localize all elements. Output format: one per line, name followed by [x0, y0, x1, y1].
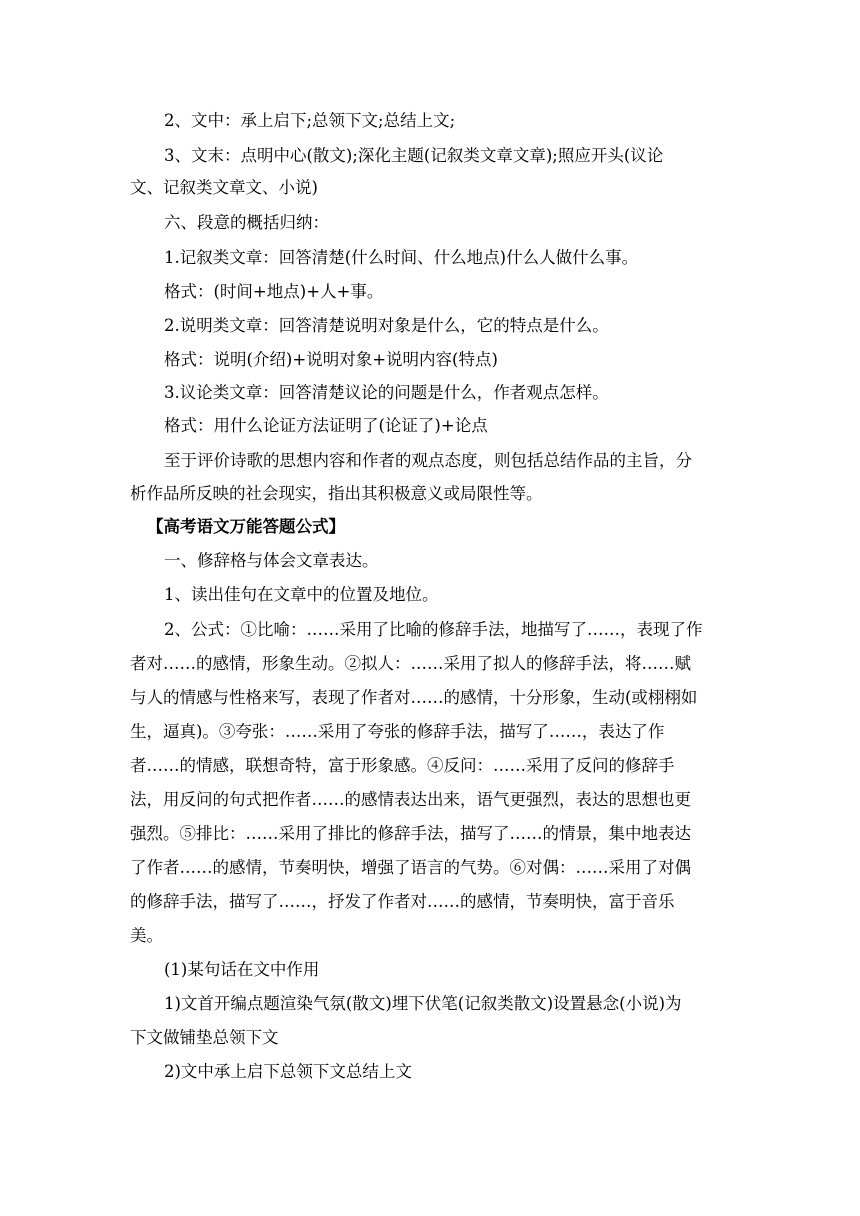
text-line: 生，逼真)。③夸张：……采用了夸张的修辞手法，描写了……，表达了作: [130, 722, 665, 741]
section-heading: 六、段意的概括归纳：: [164, 213, 329, 232]
text-line: 至于评价诗歌的思想内容和作者的观点态度，则包括总结作品的主旨，分: [164, 451, 692, 470]
text-line: 格式：说明(介绍)+说明对象+说明内容(特点): [164, 350, 498, 369]
text-line: 文、记叙类文章文、小说): [130, 178, 318, 197]
text-line: 2)文中承上启下总领下文总结上文: [164, 1062, 412, 1081]
text-line: 析作品所反映的社会现实，指出其积极意义或局限性等。: [130, 484, 543, 503]
text-line: 3、文末：点明中心(散文);深化主题(记叙类文章文章);照应开头(议论: [164, 146, 664, 165]
text-line: 的修辞手法，描写了……，抒发了作者对……的感情，节奏明快，富于音乐: [130, 892, 675, 911]
text-line: 了作者……的感情，节奏明快，增强了语言的气势。⑥对偶：……采用了对偶: [130, 858, 691, 877]
text-line: 法，用反问的句式把作者……的感情表达出来，语气更强烈，表达的思想也更: [130, 790, 691, 809]
text-line: 格式：(时间+地点)+人+事。: [164, 282, 384, 301]
section-heading: 一、修辞格与体会文章表达。: [164, 551, 379, 570]
text-line: 1、读出佳句在文章中的位置及地位。: [164, 585, 439, 604]
text-line: 1.记叙类文章：回答清楚(什么时间、什么地点)什么人做什么事。: [164, 248, 639, 267]
text-line: 与人的情感与性格来写，表现了作者对……的感情，十分形象，生动(或栩栩如: [130, 688, 698, 707]
text-line: 2、公式：①比喻：……采用了比喻的修辞手法，地描写了……，表现了作: [164, 620, 703, 639]
text-line: 2、文中：承上启下;总领下文;总结上文;: [164, 111, 456, 130]
text-line: 强烈。⑤排比：……采用了排比的修辞手法，描写了……的情景，集中地表达: [130, 824, 691, 843]
text-line: 美。: [130, 926, 163, 945]
text-line: (1)某句话在文中作用: [164, 960, 320, 979]
section-title: 【高考语文万能答题公式】: [147, 517, 345, 536]
text-line: 者对……的感情，形象生动。②拟人：……采用了拟人的修辞手法，将……赋: [130, 654, 691, 673]
text-line: 下文做铺垫总领下文: [130, 1028, 279, 1047]
text-line: 者……的情感，联想奇特，富于形象感。④反问：……采用了反问的修辞手: [130, 756, 675, 775]
text-line: 格式：用什么论证方法证明了(论证了)+论点: [164, 416, 488, 435]
text-line: 2.说明类文章：回答清楚说明对象是什么，它的特点是什么。: [164, 316, 609, 335]
text-line: 1)文首开编点题渲染气氛(散文)埋下伏笔(记叙类散文)设置悬念(小说)为: [164, 994, 682, 1013]
text-line: 3.议论类文章：回答清楚议论的问题是什么，作者观点怎样。: [164, 383, 609, 402]
